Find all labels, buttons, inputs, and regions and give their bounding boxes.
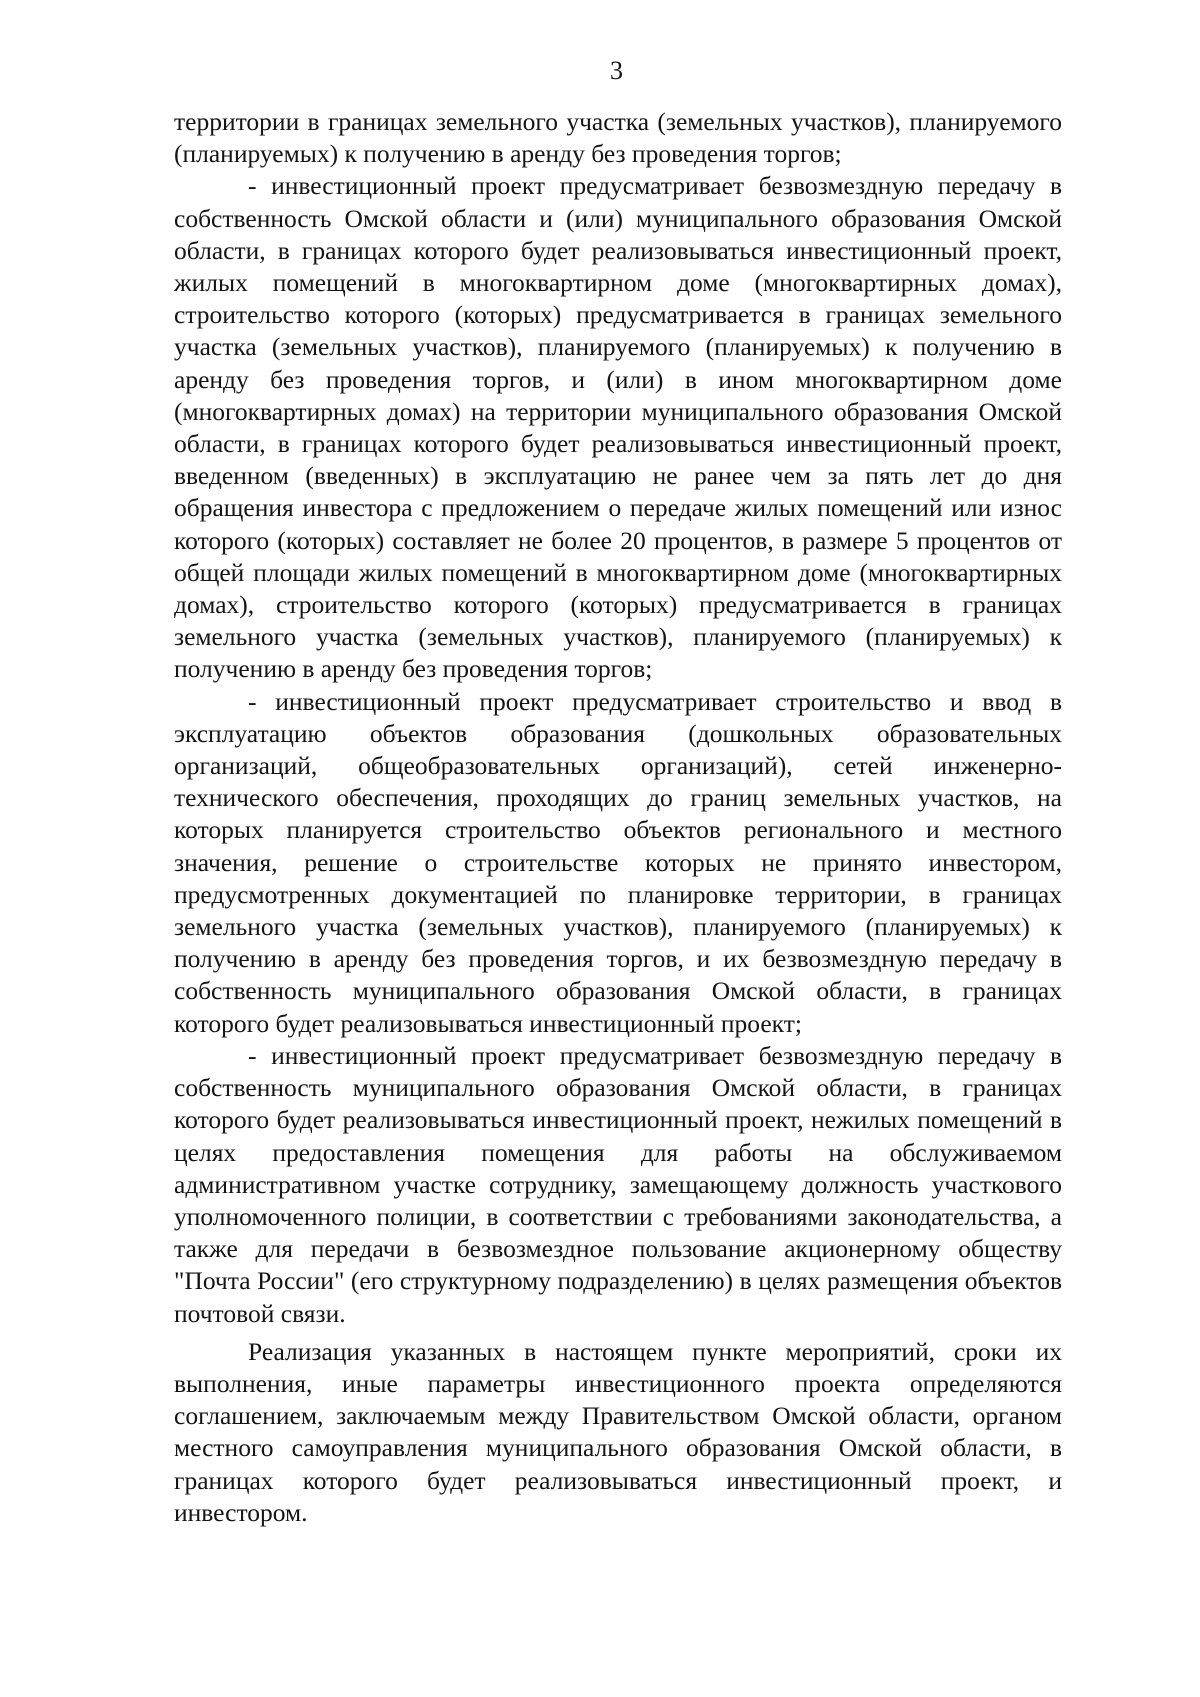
paragraph-continuation: территории в границах земельного участка (земельных участков), планируемого (планируемых) к получению в аренду без проведения торгов; — [174, 107, 1062, 169]
paragraph-agreement: Реализация указанных в настоящем пункте мероприятий, сроки их выполнения, иные параметры инвестиционного проекта определяются соглашением, заключаемым между Правительством Омской области, органом местного самоуправления муниципального образования Омской области, в границах которого будет реализовываться инвестиционный проект, и инвестором. — [174, 1336, 1062, 1527]
paragraph-education-facilities: - инвестиционный проект предусматривает строительство и ввод в эксплуатацию объектов образования (дошкольных образовательных организаций, общеобразовательных организаций), сетей инженерно-технического обеспечения, проходящих до границ земельных участков, на которых планируется строительство объектов регионального и местного значения, решение о строительстве которых не принято инвестором, предусмотренных документацией по планировке территории, в границах земельного участка (земельных участков), планируемого (планируемых) к получению в аренду без проведения торгов, и их безвозмездную передачу в собственность муниципального образования Омской области, в границах которого будет реализовываться инвестиционный проект; — [174, 686, 1062, 1038]
document-body — [174, 106, 1062, 1529]
paragraph-residential-premises-transfer: - инвестиционный проект предусматривает безвозмездную передачу в собственность Омской области и (или) муниципального образования Омской области, в границах которого будет реализовываться инвестиционный проект, жилых помещений в многоквартирном доме (многоквартирных домах), строительство которого (которых) предусматривается в границах земельного участка (земельных участков), планируемого (планируемых) к получению в аренду без проведения торгов, и (или) в ином многоквартирном доме (многоквартирных домах) на территории муниципального образования Омской области, в границах которого будет реализовываться инвестиционный проект, введенном (введенных) в эксплуатацию не ранее чем за пять лет до дня обращения инвестора с предложением о передаче жилых помещений или износ которого (которых) составляет не более 20 процентов, в размере 5 процентов от общей площади жилых помещений в многоквартирном доме (многоквартирных домах), строительство которого (которых) предусматривается в границах земельного участка (земельных участков), планируемого (планируемых) к получению в аренду без проведения торгов; — [174, 171, 1062, 684]
paragraph-non-residential-premises: - инвестиционный проект предусматривает безвозмездную передачу в собственность муниципального образования Омской области, в границах которого будет реализовываться инвестиционный проект, нежилых помещений в целях предоставления помещения для работы на обслуживаемом административном участке сотруднику, замещающему должность участкового уполномоченного полиции, в соответствии с требованиями законодательства, а также для передачи в безвозмездное пользование акционерному обществу "Почта России" (его структурному подразделению) в целях размещения объектов почтовой связи. — [174, 1040, 1062, 1328]
page-number: 3 — [610, 56, 623, 85]
